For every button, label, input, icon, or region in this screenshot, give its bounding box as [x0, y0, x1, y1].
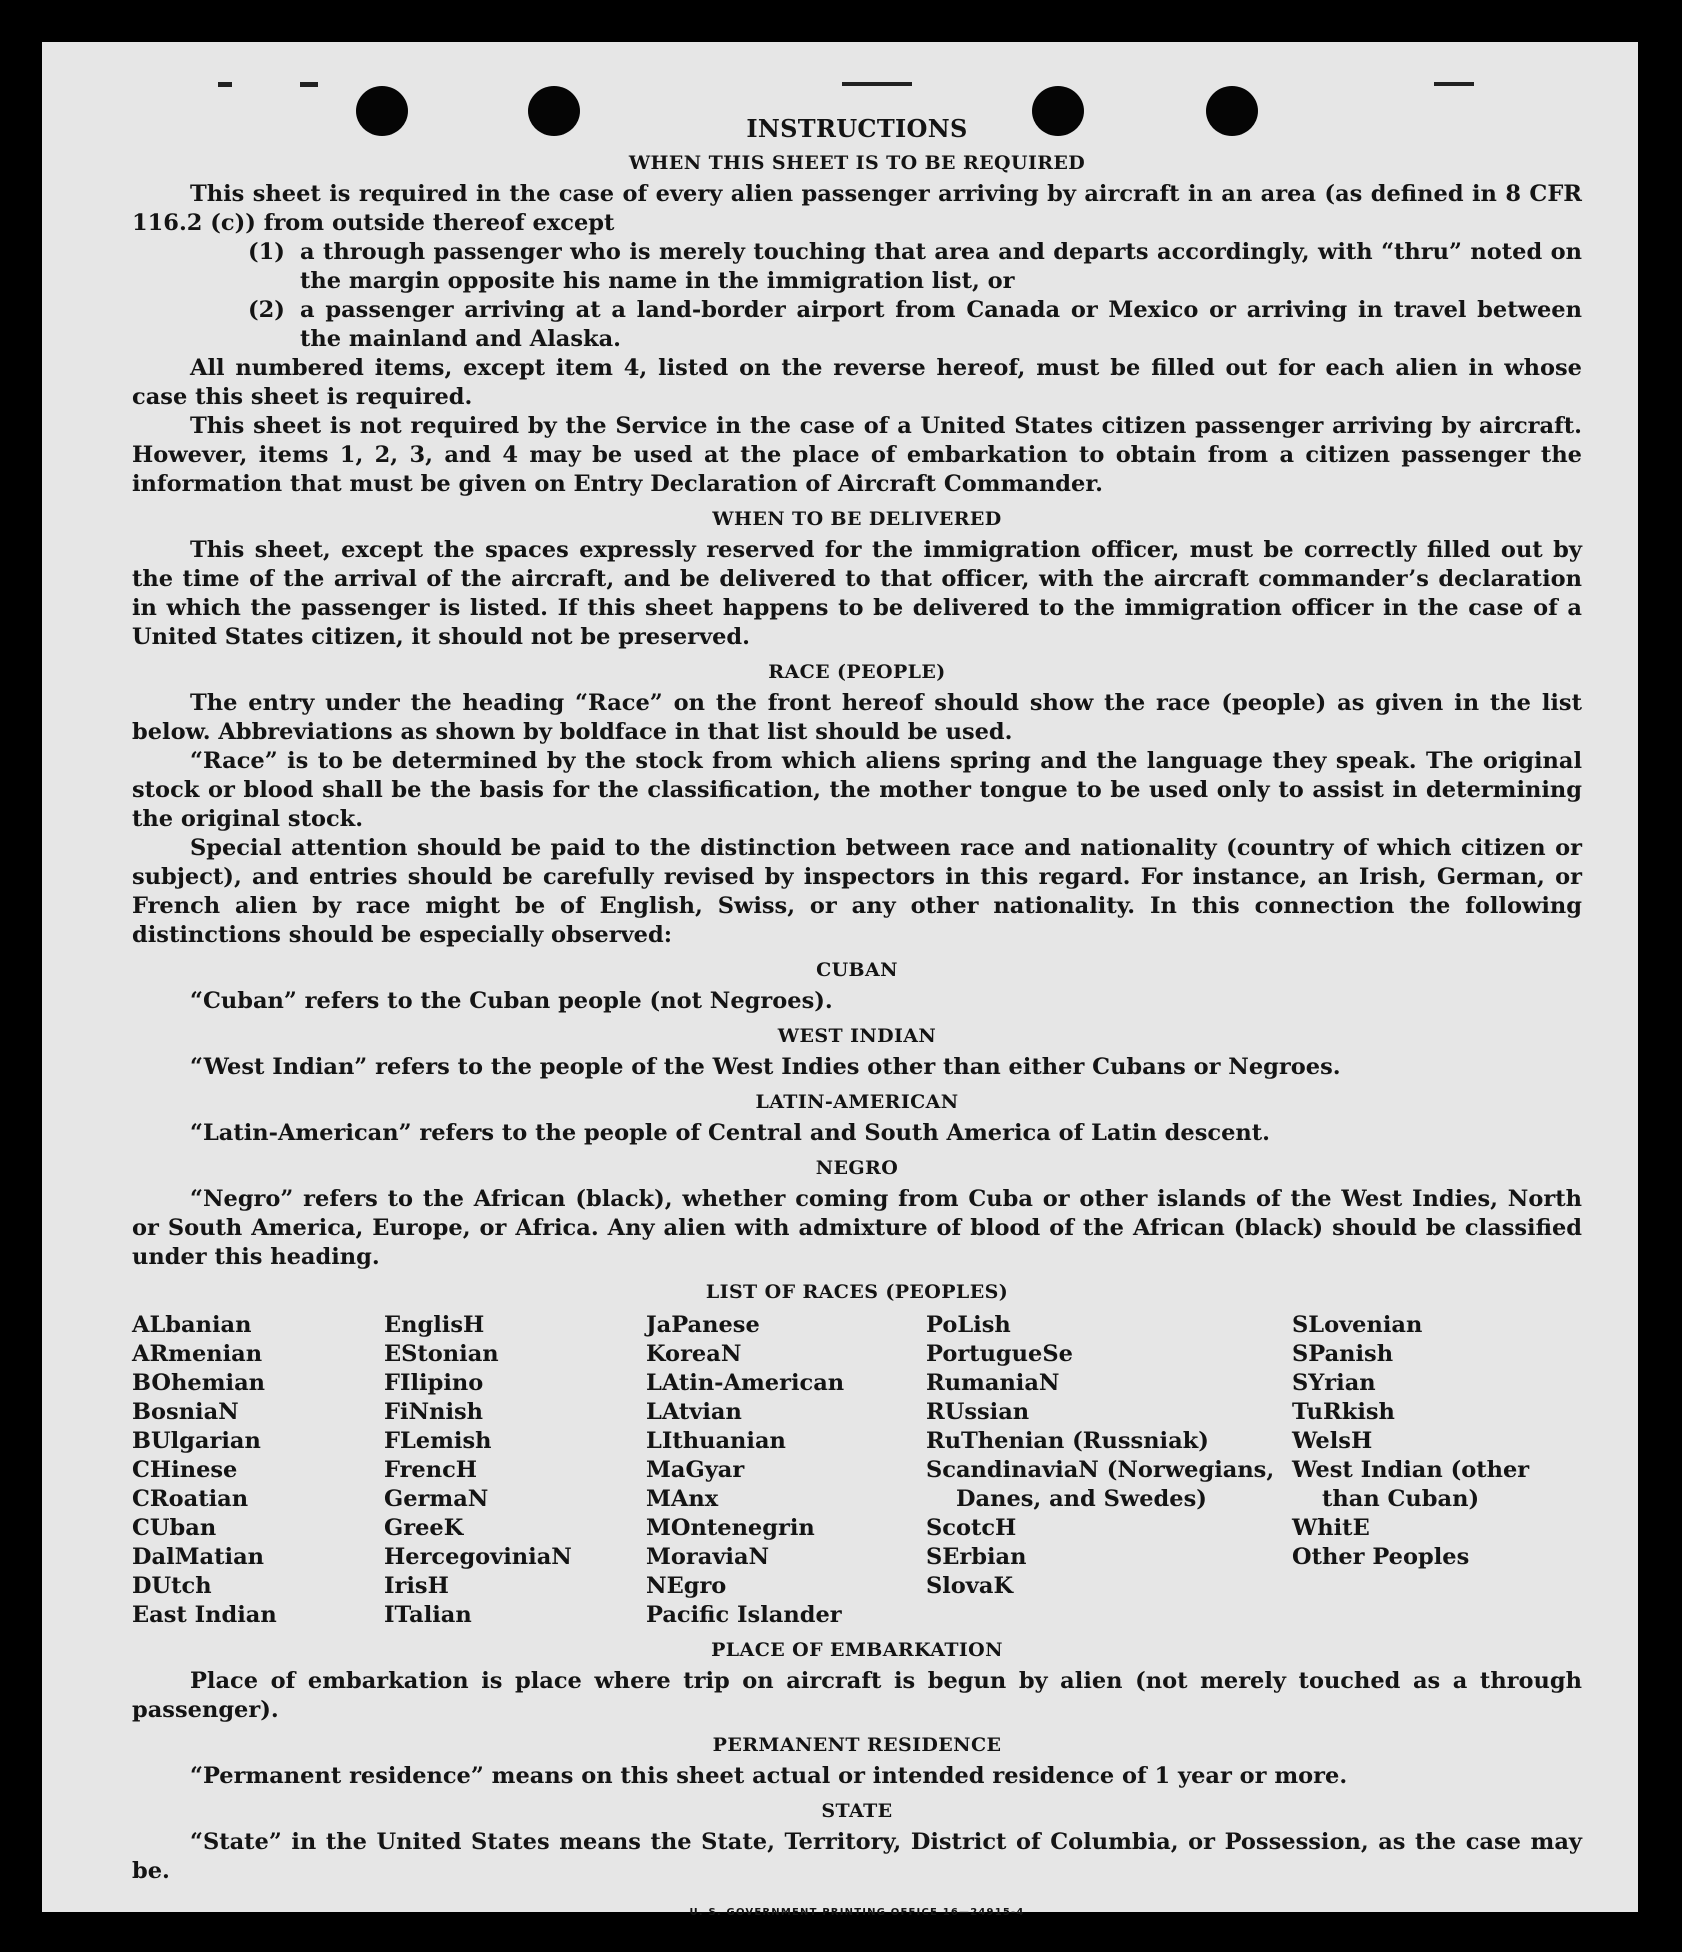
race-entry: WhitE: [1292, 1515, 1370, 1541]
race-entry: ALbanian: [132, 1312, 252, 1338]
race-entry: EnglisH: [384, 1312, 485, 1338]
race-entry: DUtch: [132, 1573, 212, 1599]
race-entry: GreeK: [384, 1515, 464, 1541]
race-entry: LAtvian: [646, 1399, 742, 1425]
heading-cuban: CUBAN: [816, 959, 898, 981]
race-entry: BUlgarian: [132, 1428, 261, 1454]
paragraph-race-3: Special attention should be paid to the distinction between race and nationality (country of which citizen or subject), and entries should be carefully revised by inspectors in this regard. For instance, an Irish, German, or French alien by race might be of English, Swiss, or any other nationality. In this connection the following distinctions should be especially observed:: [132, 835, 1582, 948]
race-entry: KoreaN: [646, 1341, 742, 1367]
race-entry: LAtin-American: [646, 1370, 845, 1396]
paragraph-state: “State” in the United States means the State, Territory, District of Columbia, or Possession, as the case may be.: [132, 1829, 1582, 1884]
heading-negro: NEGRO: [815, 1157, 899, 1179]
item-number: (2): [248, 297, 285, 323]
printing-office-footer: U. S. GOVERNMENT PRINTING OFFICE 16—24915-4: [689, 1907, 1025, 1918]
race-entry: NEgro: [646, 1573, 727, 1599]
heading-west-indian: WEST INDIAN: [777, 1025, 937, 1047]
paragraph-embarkation: Place of embarkation is place where trip on aircraft is begun by alien (not merely touched as a through passenger).: [132, 1668, 1582, 1723]
races-list: [132, 1311, 1582, 1630]
item-number: (1): [248, 239, 285, 265]
heading-state: STATE: [821, 1800, 893, 1822]
race-entry: HercegoviniaN: [384, 1544, 572, 1570]
list-item: [248, 296, 1582, 354]
paragraph-delivered: This sheet, except the spaces expressly reserved for the immigration officer, must be correctly filled out by the time of the arrival of the aircraft, and be delivered to that officer, with the aircraft commander’s declaration in which the passenger is listed. If this sheet happens to be delivered to the immigration officer in the case of a United States citizen, it should not be preserved.: [132, 537, 1582, 650]
list-item: [248, 238, 1582, 296]
races-column: [1292, 1311, 1582, 1630]
race-entry: Other Peoples: [1292, 1544, 1470, 1570]
race-entry: FIlipino: [384, 1370, 484, 1396]
race-entry: Pacific Islander: [646, 1602, 842, 1628]
paragraph-cuban: “Cuban” refers to the Cuban people (not Negroes).: [190, 988, 833, 1014]
print-mark: [842, 82, 912, 86]
heading-list-of-races: LIST OF RACES (PEOPLES): [705, 1281, 1009, 1303]
race-entry: CUban: [132, 1515, 217, 1541]
race-entry: East Indian: [132, 1602, 277, 1628]
race-entry: ScotcH: [926, 1515, 1017, 1541]
races-column: [646, 1311, 926, 1630]
race-entry: BosniaN: [132, 1399, 239, 1425]
paragraph-race-2: “Race” is to be determined by the stock from which aliens spring and the language they speak. The original stock or blood shall be the basis for the classification, the mother tongue to be used only to assist in determining the original stock.: [132, 748, 1582, 832]
paragraph-required-intro: This sheet is required in the case of every alien passenger arriving by aircraft in an area (as defined in 8 CFR 116.2 (c)) from outside thereof except: [132, 181, 1582, 236]
paragraph-citizen: This sheet is not required by the Service in the case of a United States citizen passenger arriving by aircraft. However, items 1, 2, 3, and 4 may be used at the place of embarkation to obtain from a citizen passenger the information that must be given on Entry Declaration of Aircraft Commander.: [132, 413, 1582, 497]
race-entry: FrencH: [384, 1457, 478, 1483]
paragraph-west-indian: “West Indian” refers to the people of the West Indies other than either Cubans or Negroes.: [190, 1054, 1341, 1080]
race-entry: FiNnish: [384, 1399, 484, 1425]
race-entry: FLemish: [384, 1428, 492, 1454]
print-mark: [218, 82, 232, 87]
race-entry: DalMatian: [132, 1544, 265, 1570]
heading-race: RACE (PEOPLE): [768, 661, 946, 683]
race-entry: MOntenegrin: [646, 1515, 815, 1541]
heading-embarkation: PLACE OF EMBARKATION: [711, 1639, 1003, 1661]
race-entry: SYrian: [1292, 1370, 1376, 1396]
race-entry: BOhemian: [132, 1370, 266, 1396]
races-column: [384, 1311, 646, 1630]
instructions-page: [132, 114, 1582, 1927]
race-entry: MaGyar: [646, 1457, 745, 1483]
race-entry: WelsH: [1292, 1428, 1373, 1454]
race-entry: MAnx: [646, 1486, 719, 1512]
races-column: [926, 1311, 1292, 1630]
race-entry: RuThenian (Russniak): [926, 1428, 1209, 1454]
race-entry: PoLish: [926, 1312, 1011, 1338]
paragraph-race-1: The entry under the heading “Race” on the front hereof should show the race (people) as given in the list below. Abbreviations as shown by boldface in that list should be used.: [132, 690, 1582, 745]
print-mark: [1434, 82, 1474, 86]
page-title: INSTRUCTIONS: [746, 114, 968, 143]
race-entry: CRoatian: [132, 1486, 249, 1512]
race-entry: GermaN: [384, 1486, 489, 1512]
race-entry: SPanish: [1292, 1341, 1394, 1367]
document-sheet: [42, 42, 1638, 1918]
race-entry: EStonian: [384, 1341, 499, 1367]
race-entry: JaPanese: [646, 1312, 760, 1338]
race-entry: West Indian (other than Cuban): [1292, 1457, 1530, 1512]
heading-when-delivered: WHEN TO BE DELIVERED: [712, 508, 1002, 530]
race-entry: TuRkish: [1292, 1399, 1395, 1425]
paragraph-negro: “Negro” refers to the African (black), whether coming from Cuba or other islands of the West Indies, North or South America, Europe, or Africa. Any alien with admixture of blood of the African (black) should be classified under this heading.: [132, 1186, 1582, 1270]
item-text: a through passenger who is merely touching that area and departs accordingly, with “thru” noted on the margin opposite his name in the immigration list, or: [300, 239, 1582, 294]
race-entry: IrisH: [384, 1573, 449, 1599]
paragraph-permanent-residence: “Permanent residence” means on this sheet actual or intended residence of 1 year or more.: [190, 1763, 1348, 1789]
race-entry: RUssian: [926, 1399, 1030, 1425]
print-mark: [300, 82, 318, 87]
heading-permanent-residence: PERMANENT RESIDENCE: [712, 1734, 1002, 1756]
paragraph-latin-american: “Latin-American” refers to the people of Central and South America of Latin descent.: [190, 1120, 1270, 1146]
race-entry: ScandinaviaN (Norwegians, Danes, and Swedes): [926, 1457, 1275, 1512]
races-column: [132, 1311, 384, 1630]
race-entry: MoraviaN: [646, 1544, 770, 1570]
race-entry: PortugueSe: [926, 1341, 1073, 1367]
race-entry: SlovaK: [926, 1573, 1014, 1599]
race-entry: SErbian: [926, 1544, 1027, 1570]
race-entry: RumaniaN: [926, 1370, 1060, 1396]
race-entry: LIthuanian: [646, 1428, 786, 1454]
race-entry: SLovenian: [1292, 1312, 1423, 1338]
race-entry: ITalian: [384, 1602, 472, 1628]
heading-latin-american: LATIN-AMERICAN: [755, 1091, 959, 1113]
heading-when-required: WHEN THIS SHEET IS TO BE REQUIRED: [628, 152, 1086, 174]
race-entry: ARmenian: [132, 1341, 263, 1367]
race-entry: CHinese: [132, 1457, 238, 1483]
paragraph-numbered-items: All numbered items, except item 4, listed on the reverse hereof, must be filled out for each alien in whose case this sheet is required.: [132, 355, 1582, 410]
item-text: a passenger arriving at a land-border airport from Canada or Mexico or arriving in travel between the mainland and Alaska.: [300, 297, 1582, 352]
